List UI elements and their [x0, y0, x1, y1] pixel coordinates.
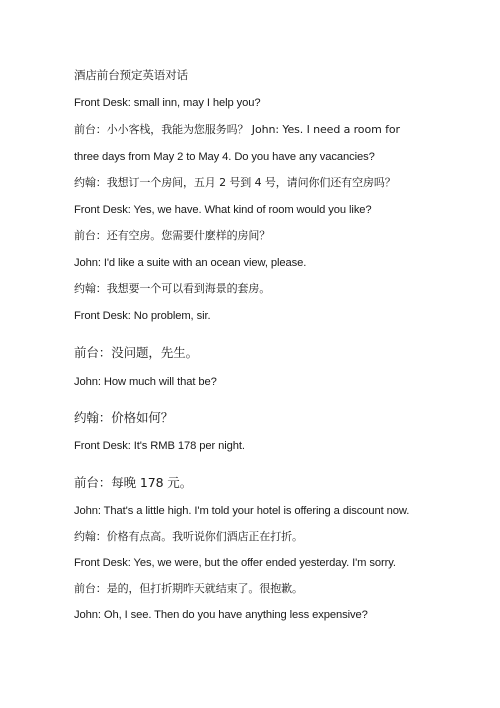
dialogue-line: 前台：是的，但打折期昨天就结束了。很抱歉。: [74, 582, 303, 595]
dialogue-line: Front Desk: Yes, we have. What kind of room would you like?: [74, 204, 372, 216]
dialogue-line: Front Desk: No problem, sir.: [74, 310, 211, 322]
dialogue-line: 约翰：我想要一个可以看到海景的套房。: [74, 282, 271, 295]
dialogue-line: 约翰：我想订一个房间，五月 2 号到 4 号，请问你们还有空房吗？: [74, 176, 396, 189]
dialogue-line: 前台：没问题，先生。: [74, 345, 199, 360]
dialogue-line: 前台：小小客栈，我能为您服务吗？ John: Yes. I need a room for: [74, 123, 400, 136]
document-title: 酒店前台预定英语对话: [74, 68, 188, 82]
dialogue-line: Front Desk: It's RMB 178 per night.: [74, 440, 245, 452]
dialogue-line: Front Desk: small inn, may I help you?: [74, 97, 261, 109]
dialogue-line: John: I'd like a suite with an ocean view, please.: [74, 257, 307, 269]
dialogue-line: 约翰：价格有点高。我听说你们酒店正在打折。: [74, 530, 303, 543]
dialogue-line: John: How much will that be?: [74, 376, 217, 388]
dialogue-line: John: That's a little high. I'm told your hotel is offering a discount now.: [74, 505, 410, 517]
dialogue-line: 前台：还有空房。您需要什麼样的房间？: [74, 229, 271, 242]
dialogue-line: John: Oh, I see. Then do you have anything less expensive?: [74, 609, 368, 621]
dialogue-line: Front Desk: Yes, we were, but the offer ended yesterday. I'm sorry.: [74, 557, 396, 569]
dialogue-line: 前台：每晚 178 元。: [74, 475, 193, 490]
dialogue-line: 约翰：价格如何？: [74, 410, 174, 425]
dialogue-line: three days from May 2 to May 4. Do you have any vacancies?: [74, 151, 375, 163]
